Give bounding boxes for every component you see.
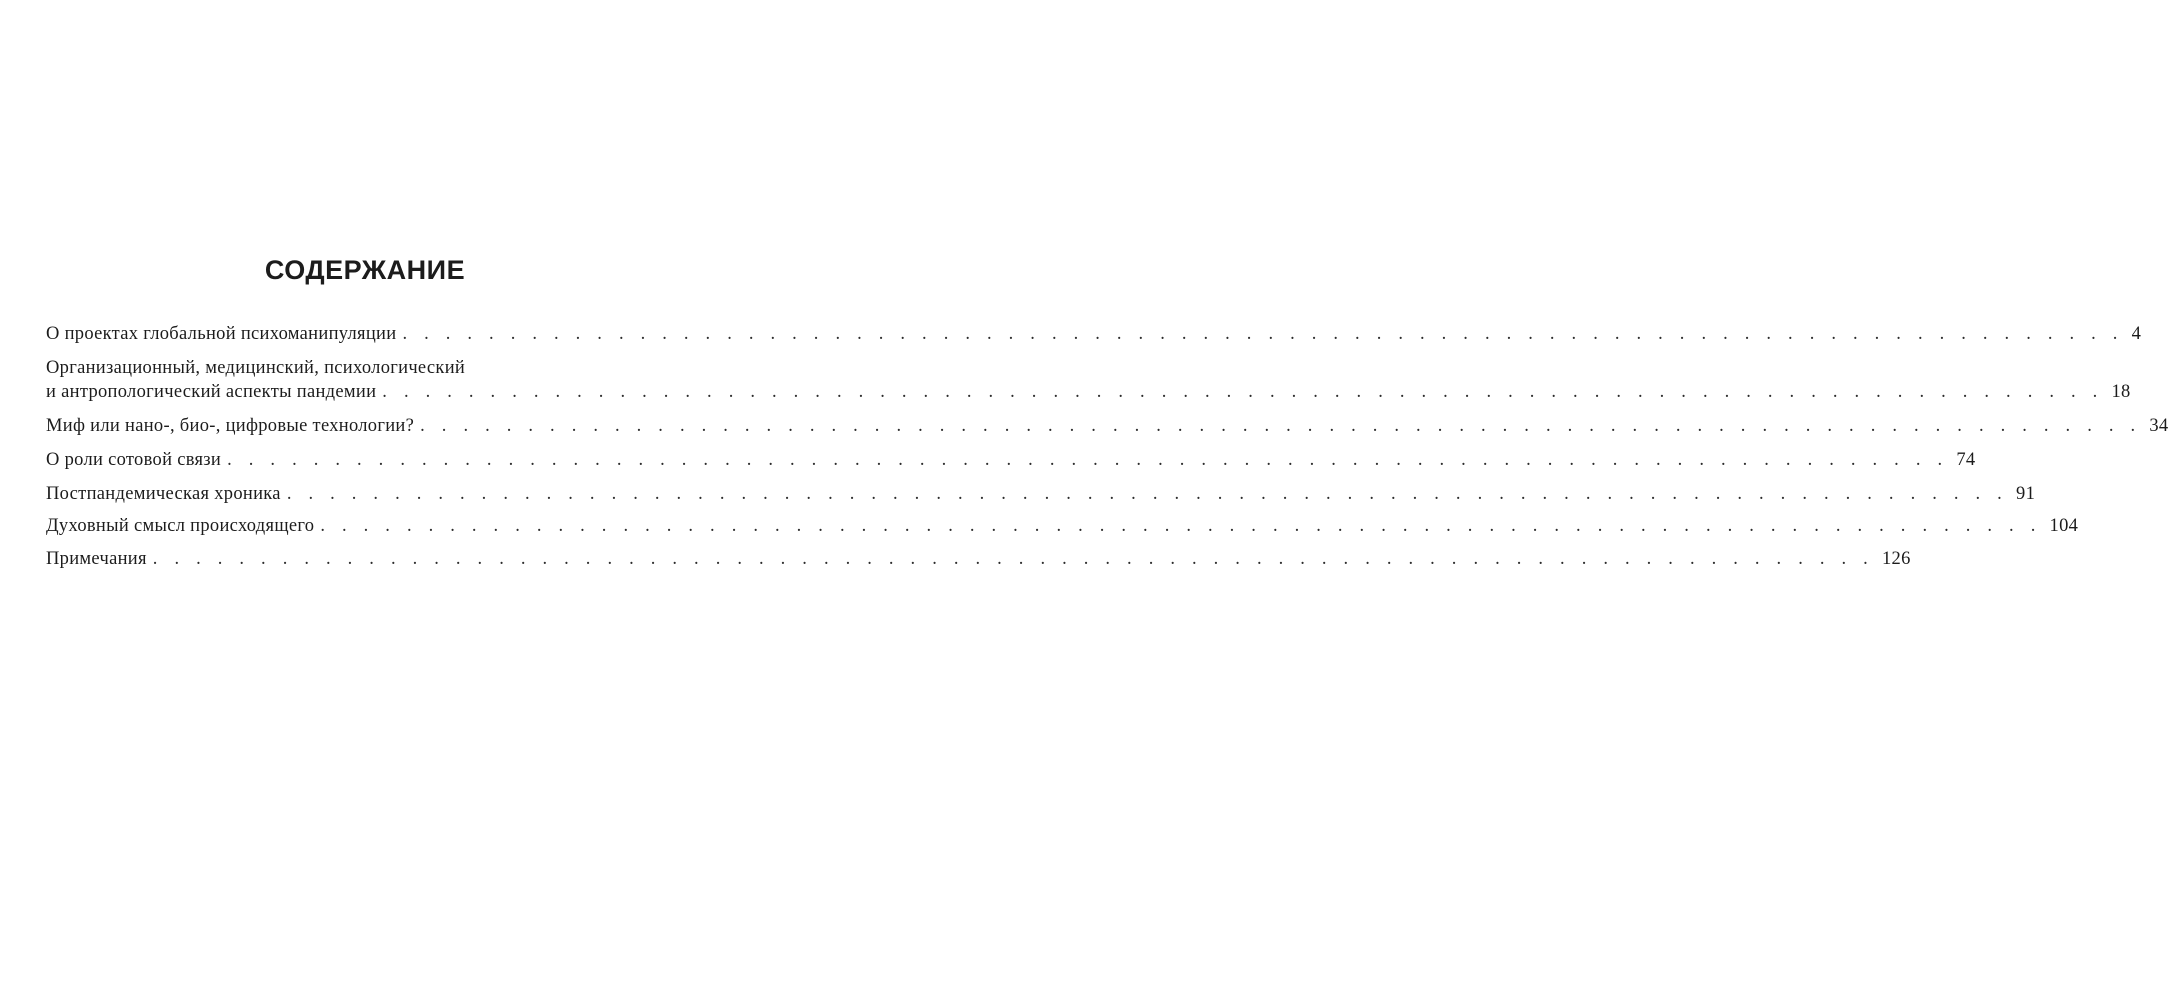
toc-page-number: 91 [2016, 484, 2036, 504]
toc-page-number: 126 [1881, 549, 1911, 569]
dot-leader: . . . . . . . . . . . . . . . . . . . . . . . . . . . . . . . . . . . . . . . . . . . . . . . . . . . . . . . . . . . . . . . . . . . . . . . . . . . . . . . . [420, 416, 2142, 436]
toc-page-number: 34 [2149, 416, 2168, 436]
toc-entry-title-line-1: Организационный, медицинский, психологический [46, 358, 466, 378]
page-title: СОДЕРЖАНИЕ [264, 255, 466, 285]
table-of-contents [46, 322, 2168, 571]
toc-entry-title: Духовный смысл происходящего [46, 516, 315, 536]
toc-entry[interactable] [46, 414, 2168, 438]
toc-entry[interactable] [46, 514, 2079, 538]
dot-leader: . . . . . . . . . . . . . . . . . . . . . . . . . . . . . . . . . . . . . . . . . . . . . . . . . . . . . . . . . . . . . . . . . . . . . . . . . . . . . . . . [382, 382, 2104, 402]
toc-entry-title: О роли сотовой связи [46, 450, 222, 470]
toc-entry[interactable] [46, 356, 2131, 404]
toc-entry-title: Постпандемическая хроника [46, 484, 281, 504]
dot-leader: . . . . . . . . . . . . . . . . . . . . . . . . . . . . . . . . . . . . . . . . . . . . . . . . . . . . . . . . . . . . . . . . . . . . . . . . . . . . . . . . [286, 484, 2009, 504]
toc-entry-title: О проектах глобальной психоманипуляции [46, 324, 397, 344]
toc-page-number: 74 [1956, 450, 1976, 470]
toc-entry[interactable] [46, 482, 2036, 506]
toc-page-number: 4 [2131, 324, 2142, 344]
dot-leader: . . . . . . . . . . . . . . . . . . . . . . . . . . . . . . . . . . . . . . . . . . . . . . . . . . . . . . . . . . . . . . . . . . . . . . . . . . . . . . . . [227, 450, 1949, 470]
toc-entry-title: Примечания [46, 549, 147, 569]
dot-leader: . . . . . . . . . . . . . . . . . . . . . . . . . . . . . . . . . . . . . . . . . . . . . . . . . . . . . . . . . . . . . . . . . . . . . . . . . . . . . . . . [402, 324, 2124, 344]
toc-page-number: 18 [2111, 382, 2131, 402]
toc-page-number: 104 [2049, 516, 2079, 536]
toc-entry[interactable] [46, 547, 1911, 571]
toc-entry[interactable] [46, 322, 2142, 346]
toc-entry-title-line-2: и антропологический аспекты пандемии [46, 382, 377, 402]
toc-entry[interactable] [46, 448, 1976, 472]
dot-leader: . . . . . . . . . . . . . . . . . . . . . . . . . . . . . . . . . . . . . . . . . . . . . . . . . . . . . . . . . . . . . . . . . . . . . . . . . . . . . . . . [320, 516, 2042, 536]
toc-entry-title: Миф или нано-, био-, цифровые технологии? [46, 416, 415, 436]
dot-leader: . . . . . . . . . . . . . . . . . . . . . . . . . . . . . . . . . . . . . . . . . . . . . . . . . . . . . . . . . . . . . . . . . . . . . . . . . . . . . . . . [152, 549, 1874, 569]
